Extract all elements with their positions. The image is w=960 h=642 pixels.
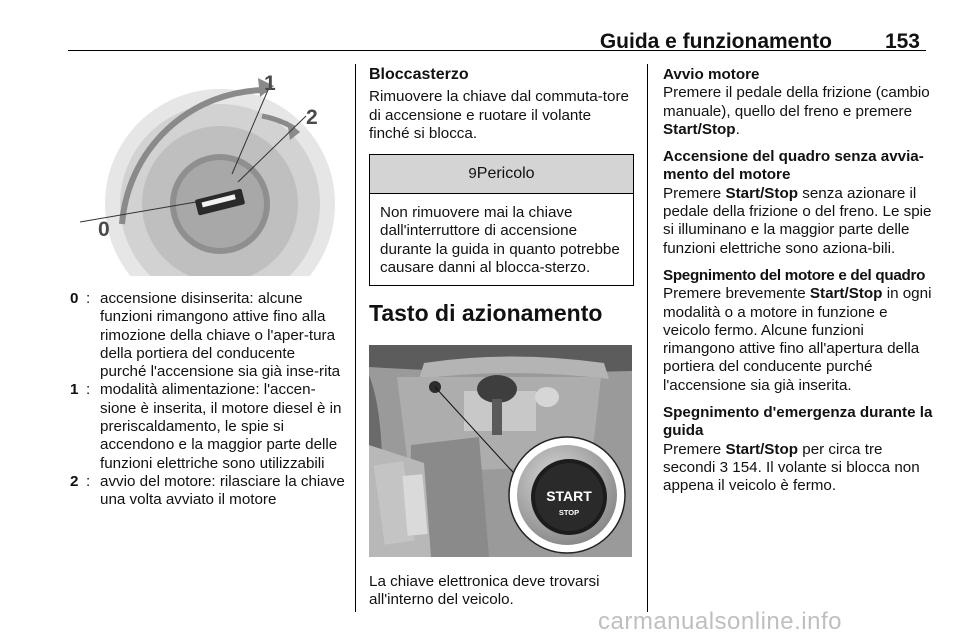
avvio-paragraph (663, 84, 933, 139)
warning-text: Non rimuovere mai la chiave dall'interruttore di accensione durante la guida in quanto potrebbe causare danni al blocca-sterzo. (380, 204, 620, 277)
bloccasterzo-text: Rimuovere la chiave dal commuta-tore di accensione e ruotare il volante finché si blocca. (369, 88, 629, 142)
figure-label-2: 2 (306, 106, 318, 129)
avvio-text-end: . (735, 120, 740, 138)
legend-key: 0 (70, 290, 79, 307)
bloccasterzo-heading: Bloccasterzo (369, 66, 469, 83)
ignition-legend (70, 290, 345, 510)
legend-text: modalità alimentazione: l'accen-sione è inserita, il motore diesel è in preriscaldamento, le spie si accendono e la maggior parte delle funzioni elettriche sono utilizzabili (100, 381, 342, 472)
warning-box (369, 154, 634, 286)
legend-item (70, 381, 345, 472)
middle-column (369, 66, 634, 337)
avvio-text: Premere il pedale della frizione (cambio manuale), quello del freno e premere (663, 84, 930, 120)
legend-text: accensione disinserita: alcune funzioni rimangono attive fino alla rimozione della chiave o l'aper-tura della portiera del conducente purché l'accensione sia già inse-rita (100, 290, 341, 381)
quadro-heading: Accensione del quadro senza avvia-mento del motore (663, 148, 924, 184)
stop-label: STOP (558, 508, 580, 517)
emergenza-text-mid: per circa tre secondi (663, 440, 883, 476)
start-stop-term: Start/Stop (725, 440, 799, 458)
emergenza-text-end: 154. Il volante si blocca non appena il veicolo è fermo. (663, 458, 920, 495)
warning-title: Pericolo (476, 165, 535, 183)
legend-colon: : (86, 381, 91, 399)
column-divider-1 (355, 64, 356, 612)
legend-key: 2 (70, 472, 79, 490)
emergenza-paragraph (663, 441, 933, 496)
start-stop-term: Start/Stop (663, 120, 736, 138)
tasto-heading: Tasto di azionamento (369, 300, 603, 327)
start-stop-term: Start/Stop (725, 184, 799, 202)
header-rule (68, 50, 926, 51)
warning-header (370, 155, 633, 194)
legend-item (70, 290, 345, 381)
quadro-paragraph (663, 185, 933, 258)
spegnimento-text: Premere brevemente (663, 285, 810, 303)
start-label: START (546, 488, 592, 504)
emergenza-text: Premere (663, 440, 726, 458)
start-stop-term: Start/Stop (809, 285, 883, 303)
page-number: 153 (884, 30, 920, 53)
legend-colon: : (86, 290, 91, 307)
spegnimento-text-end: in ogni modalità o a motore in funzione e veicolo fermo. Alcune funzioni rimangono attive fino all'apertura della portiera del conducente purché l'accensione sia già inserita. (663, 285, 932, 394)
quadro-text: Premere (663, 184, 726, 202)
right-column (663, 66, 933, 505)
header-title: Guida e funzionamento (599, 30, 832, 53)
photo-caption: La chiave elettronica deve trovarsi all'interno del veicolo. (369, 573, 600, 609)
start-stop-photo (369, 345, 632, 557)
legend-item (70, 473, 345, 510)
watermark: carmanualsonline.info (598, 608, 842, 635)
figure-label-0: 0 (98, 218, 110, 241)
page-reference-arrow-icon[interactable]: 3 (719, 458, 729, 476)
legend-text: avvio del motore: rilasciare la chiave una volta avviato il motore (100, 472, 345, 509)
spegnimento-paragraph (663, 285, 933, 395)
emergenza-heading: Spegnimento d'emergenza durante la guida (663, 404, 933, 440)
legend-colon: : (86, 472, 91, 490)
avvio-heading: Avvio motore (663, 66, 760, 83)
quadro-text-end: senza azionare il pedale della frizione o del freno. Le spie si illuminano e la maggior parte delle funzioni elettriche sono aziona-bili. (663, 184, 932, 257)
spegnimento-heading: Spegnimento del motore e del quadro (663, 266, 926, 284)
legend-key: 1 (70, 381, 79, 399)
ignition-switch-illustration (70, 64, 340, 276)
figure-label-1: 1 (264, 72, 276, 95)
column-divider-2 (647, 64, 648, 612)
warning-triangle-icon: 9 (468, 165, 477, 183)
